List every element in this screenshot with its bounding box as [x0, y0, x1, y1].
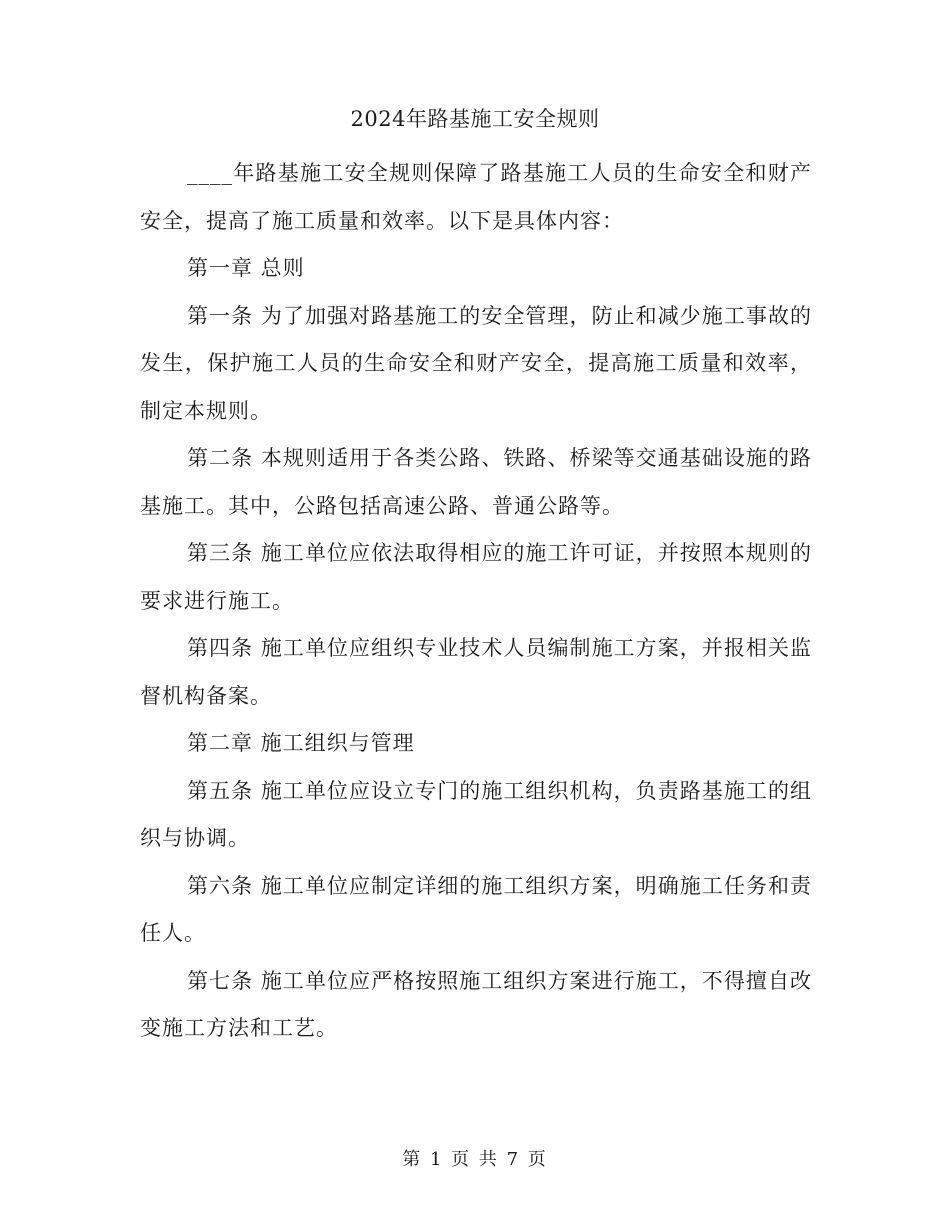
chapter-heading-1: 第一章 总则	[187, 256, 305, 280]
article-3: 第三条 施工单位应依法取得相应的施工许可证，并按照本规则的要求进行施工。	[140, 541, 812, 613]
article-1: 第一条 为了加强对路基施工的安全管理，防止和减少施工事故的发生，保护施工人员的生命安全和财产安全，提高施工质量和效率，制定本规则。	[140, 303, 812, 423]
article-4: 第四条 施工单位应组织专业技术人员编制施工方案，并报相关监督机构备案。	[140, 636, 812, 708]
page-number-footer: 第 1 页 共 7 页	[402, 1149, 548, 1170]
chapter-heading-2: 第二章 施工组织与管理	[187, 731, 415, 755]
article-6: 第六条 施工单位应制定详细的施工组织方案，明确施工任务和责任人。	[140, 873, 812, 945]
document-body	[140, 150, 812, 1053]
intro-paragraph: ____年路基施工安全规则保障了路基施工人员的生命安全和财产安全，提高了施工质量和效率。以下是具体内容：	[140, 161, 812, 233]
article-5: 第五条 施工单位应设立专门的施工组织机构，负责路基施工的组织与协调。	[140, 778, 812, 850]
article-2: 第二条 本规则适用于各类公路、铁路、桥梁等交通基础设施的路基施工。其中，公路包括高速公路、普通公路等。	[140, 446, 812, 518]
article-7: 第七条 施工单位应严格按照施工组织方案进行施工，不得擅自改变施工方法和工艺。	[140, 968, 812, 1040]
document-title: 2024年路基施工安全规则	[350, 107, 600, 131]
